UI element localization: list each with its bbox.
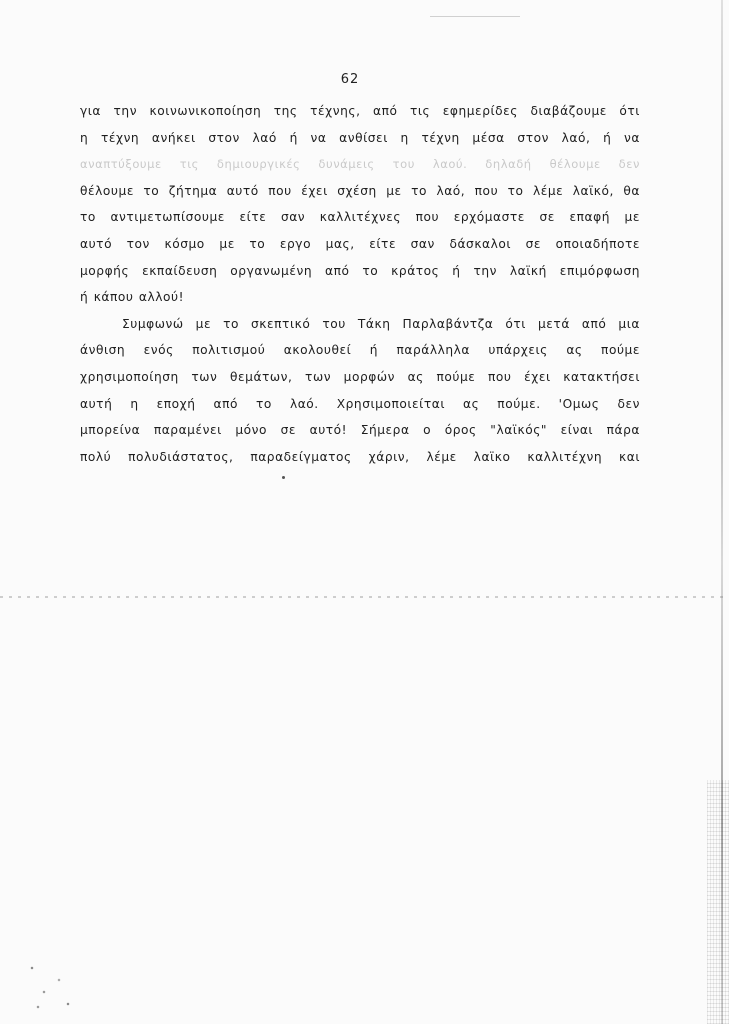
scan-specks: [26, 956, 86, 1016]
text-line: ή κάπου αλλού!: [80, 290, 185, 305]
text-line: μπορείνα παραμένει μόνο σε αυτό! Σήμερα ο όρος "λαϊκός" είναι πάρα: [80, 423, 640, 438]
body-text: [80, 98, 640, 470]
text-line: αυτό τον κόσμο με το εργο μας, είτε σαν δάσκαλοι σε οποιαδήποτε: [80, 236, 640, 251]
text-line: άνθιση ενός πολιτισμού ακολουθεί ή παράλληλα υπάρχεις ας πούμε: [80, 343, 640, 358]
text-line: πολύ πολυδιάστατος, παραδείγματος χάριν, λέμε λαϊκο καλλιτέχνη και: [80, 449, 640, 464]
scan-artifact: [430, 16, 520, 17]
text-line: το αντιμετωπίσουμε είτε σαν καλλιτέχνες που ερχόμαστε σε επαφή με: [80, 210, 640, 225]
scan-edge-noise: [707, 780, 729, 1024]
text-line: αυτή η εποχή από το λαό. Χρησιμοποιείται ας πούμε. 'Ομως δεν: [80, 396, 640, 411]
text-line: θέλουμε το ζήτημα αυτό που έχει σχέση με το λαό, που το λέμε λαϊκό, θα: [80, 183, 640, 198]
page-number: 62: [340, 72, 360, 87]
text-line: χρησιμοποίηση των θεμάτων, των μορφών ας πούμε που έχει κατακτήσει: [80, 369, 640, 384]
text-line: η τέχνη ανήκει στον λαό ή να ανθίσει η τέχνη μέσα στον λαό, ή να: [80, 130, 640, 145]
scan-speck: [282, 476, 285, 479]
text-line: Συμφωνώ με το σκεπτικό του Τάκη Παρλαβάντζα ότι μετά από μια: [122, 316, 640, 331]
text-line-faded: αναπτύξουμε τις δημιουργικές δυνάμεις του λαού. δηλαδή θέλουμε δεν: [80, 157, 640, 172]
text-line: για την κοινωνικοποίηση της τέχνης, από τις εφημερίδες διαβάζουμε ότι: [80, 104, 640, 118]
text-line: μορφής εκπαίδευση οργανωμένη από το κράτος ή την λαϊκή επιμόρφωση: [80, 263, 640, 278]
scan-streak: [0, 596, 729, 598]
